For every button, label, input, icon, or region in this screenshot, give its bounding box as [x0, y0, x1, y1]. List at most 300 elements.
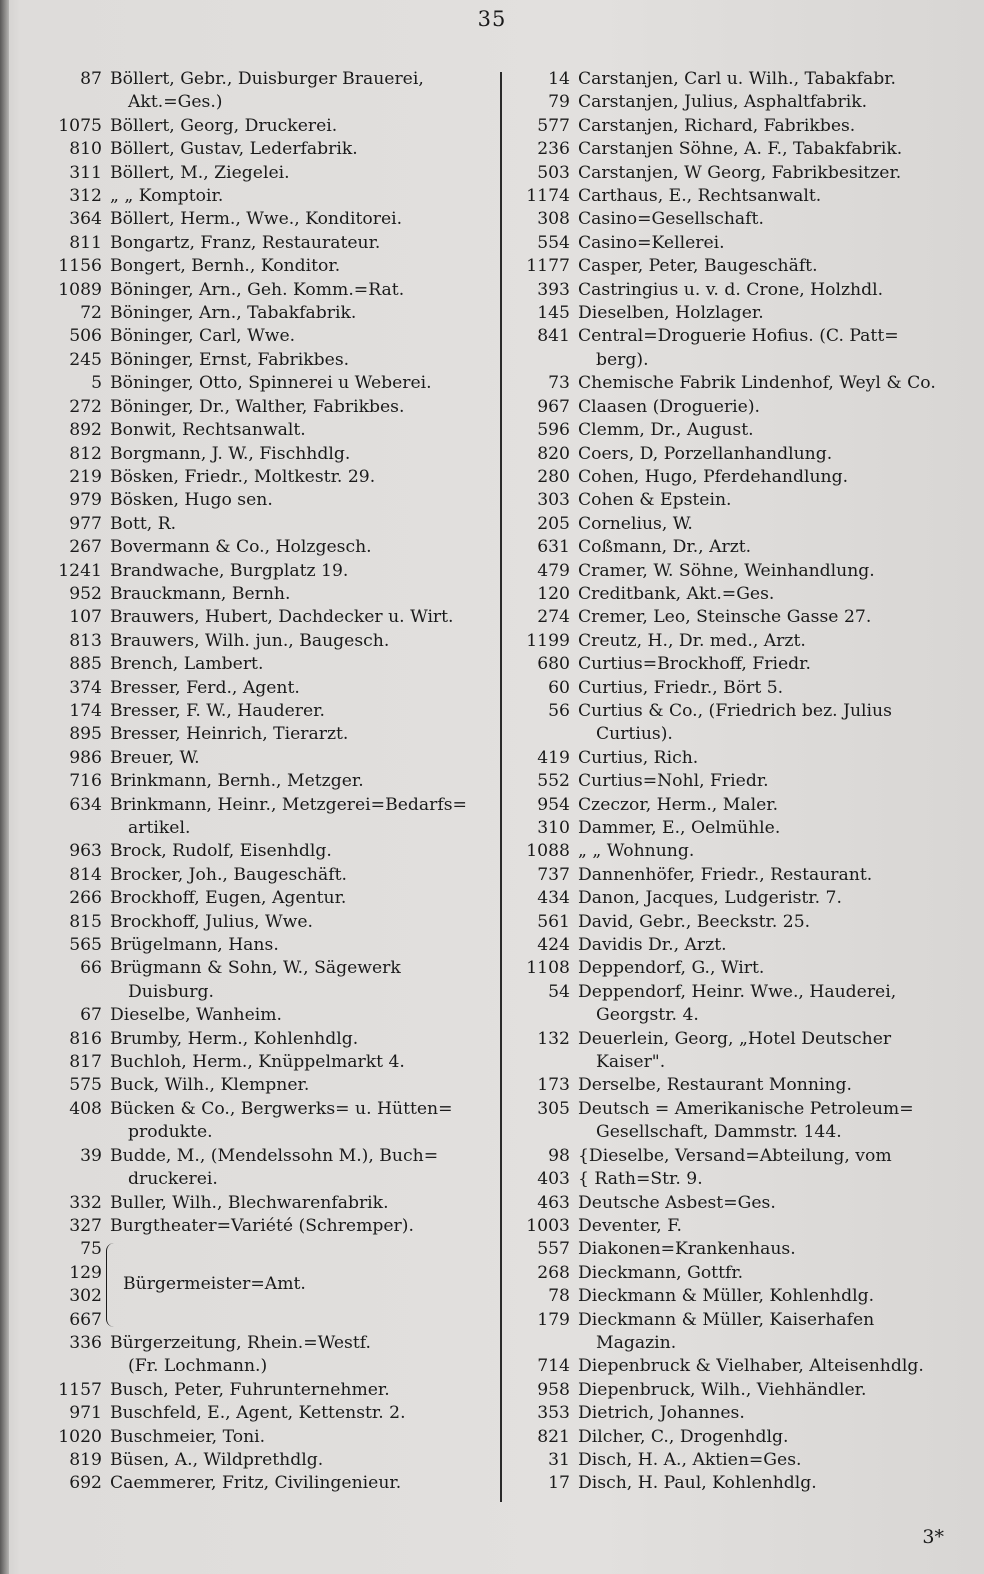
- directory-entry: [40, 1098, 492, 1121]
- phone-number: 821: [537, 1426, 570, 1447]
- page-number: 35: [477, 7, 507, 31]
- phone-number: 280: [537, 466, 570, 487]
- directory-entry: [508, 560, 960, 583]
- entry-name: Akt.=Ges.): [128, 92, 223, 113]
- phone-number: 353: [537, 1403, 570, 1424]
- directory-entry: [40, 1004, 492, 1027]
- directory-entry: [508, 1238, 960, 1261]
- directory-entry: [40, 1192, 492, 1215]
- directory-entry: [40, 1355, 492, 1378]
- phone-number: 17: [548, 1473, 570, 1494]
- directory-entry: [508, 489, 960, 512]
- directory-entry: [508, 302, 960, 325]
- entry-name: Carthaus, E., Rechtsanwalt.: [578, 186, 822, 207]
- entry-name: Carstanjen, Carl u. Wilh., Tabakfabr.: [578, 69, 896, 89]
- directory-entry: [40, 443, 492, 466]
- directory-entry: [508, 443, 960, 466]
- phone-number: [508, 1051, 578, 1074]
- entry-name: Brockhoff, Eugen, Agentur.: [110, 888, 347, 909]
- entry-name: {Dieselbe, Versand=Abteilung, vom: [578, 1145, 892, 1166]
- phone-number: 173: [537, 1075, 570, 1096]
- phone-number: 120: [537, 583, 570, 604]
- phone-number: 811: [69, 232, 102, 253]
- phone-number: 986: [69, 747, 102, 768]
- entry-name: Carstanjen, Richard, Fabrikbes.: [578, 115, 856, 136]
- entry-name: Diepenbruck, Wilh., Viehhändler.: [578, 1379, 867, 1400]
- entry-name: Bovermann & Co., Holzgesch.: [110, 537, 372, 558]
- entry-name: Brinkmann, Heinr., Metzgerei=Bedarfs=: [110, 794, 467, 815]
- directory-entry: [508, 583, 960, 606]
- phone-number: 1199: [526, 630, 570, 651]
- directory-entry: [508, 630, 960, 653]
- phone-number: 14: [548, 69, 570, 89]
- entry-name: Curtius, Rich.: [578, 747, 699, 768]
- directory-entry: [508, 1004, 960, 1027]
- phone-number: 336: [69, 1332, 102, 1353]
- directory-entry: [508, 1379, 960, 1402]
- entry-name: Buchloh, Herm., Knüppelmarkt 4.: [110, 1052, 405, 1073]
- phone-number: 272: [69, 396, 102, 417]
- entry-name: Danon, Jacques, Ludgeristr. 7.: [578, 888, 842, 909]
- phone-number: [508, 349, 578, 372]
- directory-entry: [508, 255, 960, 278]
- phone-number: [508, 1121, 578, 1144]
- directory-entry: [508, 1355, 960, 1378]
- entry-name: Bresser, Heinrich, Tierarzt.: [110, 724, 349, 745]
- entry-name: Deppendorf, G., Wirt.: [578, 958, 765, 979]
- phone-number: 692: [69, 1473, 102, 1494]
- directory-entry: [40, 466, 492, 489]
- directory-entry: [508, 1028, 960, 1051]
- entry-name: Brügelmann, Hans.: [110, 935, 279, 956]
- directory-entry: [40, 255, 492, 278]
- phone-number: 716: [69, 771, 102, 792]
- directory-entry: [40, 1379, 492, 1402]
- entry-name: Böninger, Carl, Wwe.: [110, 326, 296, 347]
- entry-name: Böllert, Georg, Druckerei.: [110, 115, 338, 136]
- phone-number: 952: [69, 583, 102, 604]
- phone-number: 816: [69, 1028, 102, 1049]
- entry-name: Deutsch = Amerikanische Petroleum=: [578, 1098, 914, 1119]
- entry-name: Dietrich, Johannes.: [578, 1403, 745, 1424]
- phone-number: 737: [537, 864, 570, 885]
- entry-name: Budde, M., (Mendelssohn M.), Buch=: [110, 1145, 439, 1166]
- entry-name: Dieselben, Holzlager.: [578, 303, 764, 324]
- directory-entry: [508, 1098, 960, 1121]
- entry-name: Coßmann, Dr., Arzt.: [578, 537, 752, 558]
- phone-number: 364: [69, 209, 102, 230]
- directory-entry: [508, 840, 960, 863]
- phone-number: 1089: [58, 279, 102, 300]
- entry-name: Breuer, W.: [110, 747, 200, 768]
- phone-number: 75: [80, 1239, 102, 1260]
- phone-number: 812: [69, 443, 102, 464]
- directory-entry: [508, 606, 960, 629]
- phone-number: 667: [69, 1309, 102, 1330]
- entry-name: Dieckmann, Gottfr.: [578, 1262, 744, 1283]
- phone-number: 814: [69, 864, 102, 885]
- entry-name: artikel.: [128, 818, 191, 838]
- directory-entry: [40, 232, 492, 255]
- curly-brace: [106, 1243, 117, 1327]
- directory-entry: [508, 91, 960, 114]
- directory-entry: [508, 957, 960, 980]
- directory-entry: [40, 817, 492, 840]
- entry-name: Cornelius, W.: [578, 513, 693, 534]
- directory-entry: [40, 911, 492, 934]
- entry-name: Brumby, Herm., Kohlenhdlg.: [110, 1028, 359, 1049]
- phone-number: 813: [69, 630, 102, 651]
- directory-entry: [40, 489, 492, 512]
- directory-entry: [508, 1332, 960, 1355]
- entry-name: Cohen, Hugo, Pferdehandlung.: [578, 466, 849, 487]
- directory-entry: [508, 1472, 960, 1495]
- directory-entry: [40, 1472, 492, 1495]
- phone-number: 885: [69, 654, 102, 675]
- entry-name: Bücken & Co., Bergwerks= u. Hütten=: [110, 1098, 453, 1119]
- entry-name: Diepenbruck & Vielhaber, Alteisenhdlg.: [578, 1356, 924, 1377]
- phone-number: [40, 1168, 110, 1191]
- directory-entry: [508, 349, 960, 372]
- entry-name: Cramer, W. Söhne, Weinhandlung.: [578, 560, 875, 581]
- entry-name: Deutsche Asbest=Ges.: [578, 1192, 776, 1213]
- directory-entry: [40, 1121, 492, 1144]
- directory-entry: [508, 747, 960, 770]
- phone-number: [40, 817, 110, 840]
- directory-entry: [508, 1262, 960, 1285]
- directory-entry: [40, 934, 492, 957]
- phone-number: 79: [548, 92, 570, 113]
- phone-number: 817: [69, 1052, 102, 1073]
- directory-entry: [508, 677, 960, 700]
- phone-number: 963: [69, 841, 102, 862]
- entry-name: Brocker, Joh., Baugeschäft.: [110, 864, 347, 885]
- phone-number: 971: [69, 1403, 102, 1424]
- entry-name: „ „ Wohnung.: [578, 841, 695, 862]
- directory-entry: [40, 91, 492, 114]
- directory-entry: [508, 1051, 960, 1074]
- entry-name: (Fr. Lochmann.): [128, 1356, 268, 1377]
- entry-name: Buller, Wilh., Blechwarenfabrik.: [110, 1192, 389, 1213]
- phone-number: 219: [69, 466, 102, 487]
- entry-name: Creditbank, Akt.=Ges.: [578, 583, 775, 604]
- phone-number: 479: [537, 560, 570, 581]
- entry-name: Duisburg.: [128, 981, 214, 1002]
- phone-number: 60: [548, 677, 570, 698]
- entry-name: Magazin.: [596, 1332, 677, 1353]
- entry-name: Brock, Rudolf, Eisenhdlg.: [110, 841, 332, 862]
- directory-entry: [40, 1426, 492, 1449]
- directory-entry: [508, 1192, 960, 1215]
- phone-number: 274: [537, 607, 570, 628]
- phone-number: 561: [537, 911, 570, 932]
- entry-name: { Rath=Str. 9.: [578, 1169, 703, 1190]
- directory-entry: [508, 1168, 960, 1191]
- directory-entry: [40, 747, 492, 770]
- entry-name: Buschfeld, E., Agent, Kettenstr. 2.: [110, 1403, 406, 1424]
- directory-entry: [40, 677, 492, 700]
- entry-name: Bresser, Ferd., Agent.: [110, 677, 300, 698]
- phone-number: 958: [537, 1379, 570, 1400]
- directory-entry: [508, 396, 960, 419]
- phone-number: 434: [537, 888, 570, 909]
- entry-name: Dannenhöfer, Friedr., Restaurant.: [578, 864, 873, 885]
- entry-name: Deventer, F.: [578, 1215, 682, 1236]
- entry-name: Bösken, Friedr., Moltkestr. 29.: [110, 466, 376, 487]
- entry-name: Deuerlein, Georg, „Hotel Deutscher: [578, 1028, 892, 1049]
- directory-entry: [40, 349, 492, 372]
- directory-entry: [508, 700, 960, 723]
- phone-number: [508, 1004, 578, 1027]
- entry-name: Busch, Peter, Fuhrunternehmer.: [110, 1379, 390, 1400]
- phone-number: 129: [69, 1262, 102, 1283]
- entry-name: Davidis Dr., Arzt.: [578, 935, 727, 956]
- directory-entry: [508, 1449, 960, 1472]
- entry-name: Disch, H. A., Aktien=Ges.: [578, 1449, 802, 1470]
- phone-number: 236: [537, 139, 570, 160]
- entry-name: David, Gebr., Beeckstr. 25.: [578, 911, 811, 932]
- entry-name: Disch, H. Paul, Kohlenhdlg.: [578, 1473, 817, 1494]
- entry-name: Böninger, Arn., Tabakfabrik.: [110, 303, 357, 324]
- entry-name: Castringius u. v. d. Crone, Holzhdl.: [578, 279, 884, 300]
- phone-number: 267: [69, 537, 102, 558]
- entry-name: Böllert, M., Ziegelei.: [110, 162, 290, 183]
- directory-entry: [508, 794, 960, 817]
- directory-entry: [508, 115, 960, 138]
- directory-entry: [508, 864, 960, 887]
- phone-number: 680: [537, 654, 570, 675]
- directory-entry: [40, 1215, 492, 1238]
- phone-number: 374: [69, 677, 102, 698]
- entry-name: Coers, D, Porzellanhandlung.: [578, 443, 833, 464]
- entry-name: Casper, Peter, Baugeschäft.: [578, 256, 818, 277]
- directory-entry: [508, 887, 960, 910]
- directory-entry: [508, 325, 960, 348]
- directory-entry: [40, 138, 492, 161]
- directory-entry: [508, 279, 960, 302]
- directory-entry: [40, 372, 492, 395]
- entry-name: Brockhoff, Julius, Wwe.: [110, 911, 313, 932]
- entry-name: Clemm, Dr., August.: [578, 420, 754, 441]
- phone-number: 552: [537, 771, 570, 792]
- entry-name: berg).: [596, 349, 649, 370]
- phone-number: 174: [69, 700, 102, 721]
- entry-name: Brügmann & Sohn, W., Sägewerk: [110, 958, 401, 979]
- phone-number: 503: [537, 162, 570, 183]
- directory-entry: [40, 279, 492, 302]
- entry-name: Dammer, E., Oelmühle.: [578, 818, 781, 838]
- phone-number: [40, 981, 110, 1004]
- phone-number: 577: [537, 115, 570, 136]
- phone-number: 54: [548, 981, 570, 1002]
- entry-name: Böninger, Otto, Spinnerei u Weberei.: [110, 373, 432, 394]
- phone-number: 815: [69, 911, 102, 932]
- phone-number: [40, 91, 110, 114]
- entry-name: Caemmerer, Fritz, Civilingenieur.: [110, 1473, 402, 1494]
- phone-number: 714: [537, 1356, 570, 1377]
- entry-name: Creutz, H., Dr. med., Arzt.: [578, 630, 806, 651]
- directory-entry: [40, 1028, 492, 1051]
- phone-number: 5: [91, 373, 102, 394]
- phone-number: 56: [548, 700, 570, 721]
- directory-entry: [508, 723, 960, 746]
- directory-entry: [508, 419, 960, 442]
- entry-name: Deppendorf, Heinr. Wwe., Hauderei,: [578, 981, 897, 1002]
- brace-numbers: [40, 1238, 106, 1332]
- entry-name: Curtius=Nohl, Friedr.: [578, 771, 769, 792]
- entry-name: Bürgerzeitung, Rhein.=Westf.: [110, 1332, 371, 1353]
- entry-name: Büsen, A., Wildprethdlg.: [110, 1449, 324, 1470]
- directory-entry: [40, 887, 492, 910]
- entry-name: Dieckmann & Müller, Kohlenhdlg.: [578, 1286, 875, 1307]
- entry-name: Curtius).: [596, 724, 673, 745]
- directory-entry: [508, 68, 960, 91]
- phone-number: 463: [537, 1192, 570, 1213]
- phone-number: 266: [69, 888, 102, 909]
- directory-entry: [40, 68, 492, 91]
- directory-entry: [40, 1449, 492, 1472]
- directory-entry: [40, 700, 492, 723]
- directory-entry: [508, 1215, 960, 1238]
- directory-entry: [508, 653, 960, 676]
- directory-entry: [40, 560, 492, 583]
- directory-entry: [40, 1051, 492, 1074]
- entry-name: Brench, Lambert.: [110, 654, 264, 675]
- entry-name: Brandwache, Burgplatz 19.: [110, 560, 349, 581]
- phone-number: 895: [69, 724, 102, 745]
- phone-number: 308: [537, 209, 570, 230]
- phone-number: 631: [537, 537, 570, 558]
- entry-name: Chemische Fabrik Lindenhof, Weyl & Co.: [578, 373, 936, 394]
- directory-entry: [40, 606, 492, 629]
- directory-entry: [508, 138, 960, 161]
- entry-name: Carstanjen, Julius, Asphaltfabrik.: [578, 92, 868, 113]
- directory-entry: [40, 1145, 492, 1168]
- right-column: [508, 68, 960, 1496]
- directory-entry: [508, 1426, 960, 1449]
- phone-number: 1177: [526, 256, 570, 277]
- phone-number: 72: [80, 303, 102, 324]
- phone-number: 967: [537, 396, 570, 417]
- directory-entry: [40, 981, 492, 1004]
- phone-number: 1088: [526, 841, 570, 862]
- directory-entry: [40, 162, 492, 185]
- phone-number: 954: [537, 794, 570, 815]
- directory-entry: [40, 1074, 492, 1097]
- directory-entry: [40, 302, 492, 325]
- phone-number: 78: [548, 1286, 570, 1307]
- directory-entry: [40, 1332, 492, 1355]
- directory-entry: [508, 934, 960, 957]
- directory-entry: [508, 1121, 960, 1144]
- phone-number: [40, 1355, 110, 1378]
- entry-name: Dilcher, C., Drogenhdlg.: [578, 1426, 789, 1447]
- entry-name: Böninger, Ernst, Fabrikbes.: [110, 349, 350, 370]
- phone-number: 107: [69, 607, 102, 628]
- entry-name: Gesellschaft, Dammstr. 144.: [596, 1122, 842, 1143]
- entry-name: Borgmann, J. W., Fischhdlg.: [110, 443, 351, 464]
- phone-number: 39: [80, 1145, 102, 1166]
- phone-number: [508, 1332, 578, 1355]
- phone-number: 145: [537, 303, 570, 324]
- directory-entry: [40, 115, 492, 138]
- entry-name: Casino=Gesellschaft.: [578, 209, 764, 230]
- directory-entry: [508, 770, 960, 793]
- phone-number: 419: [537, 747, 570, 768]
- phone-number: 575: [69, 1075, 102, 1096]
- entry-name: Curtius, Friedr., Bört 5.: [578, 677, 784, 698]
- directory-entry: [508, 162, 960, 185]
- phone-number: 554: [537, 232, 570, 253]
- entry-name: Bürgermeister=Amt.: [123, 1274, 306, 1295]
- phone-number: 87: [80, 69, 102, 89]
- entry-name: Diakonen=Krankenhaus.: [578, 1239, 796, 1260]
- phone-number: 977: [69, 513, 102, 534]
- directory-entry: [508, 1402, 960, 1425]
- page-binding-edge: [0, 0, 9, 1574]
- entry-name: Central=Droguerie Hofius. (C. Patt=: [578, 326, 899, 347]
- phone-number: 393: [537, 279, 570, 300]
- entry-name: Buschmeier, Toni.: [110, 1426, 266, 1447]
- phone-number: 565: [69, 935, 102, 956]
- entry-name: Böllert, Gebr., Duisburger Brauerei,: [110, 69, 424, 89]
- entry-name: produkte.: [128, 1122, 213, 1143]
- phone-number: 819: [69, 1449, 102, 1470]
- phone-number: 557: [537, 1239, 570, 1260]
- phone-number: 179: [537, 1309, 570, 1330]
- signature-mark: 3*: [922, 1526, 944, 1548]
- phone-number: 841: [537, 326, 570, 347]
- directory-entry: [40, 513, 492, 536]
- phone-number: 98: [548, 1145, 570, 1166]
- entry-name: Cremer, Leo, Steinsche Gasse 27.: [578, 607, 872, 628]
- phone-number: 67: [80, 1005, 102, 1026]
- entry-name: Bongartz, Franz, Restaurateur.: [110, 232, 381, 253]
- entry-name: Casino=Kellerei.: [578, 232, 725, 253]
- entry-name: Buck, Wilh., Klempner.: [110, 1075, 310, 1096]
- directory-entry: [40, 1168, 492, 1191]
- phone-number: 634: [69, 794, 102, 815]
- entry-name: Böninger, Arn., Geh. Komm.=Rat.: [110, 279, 405, 300]
- phone-number: 305: [537, 1098, 570, 1119]
- directory-entry: [40, 723, 492, 746]
- directory-entry: [508, 208, 960, 231]
- directory-entry: [508, 817, 960, 840]
- phone-number: 979: [69, 490, 102, 511]
- directory-entry: [40, 770, 492, 793]
- entry-name: Dieselbe, Wanheim.: [110, 1005, 283, 1026]
- directory-entry: [508, 1309, 960, 1332]
- entry-name: Bongert, Bernh., Konditor.: [110, 256, 341, 277]
- entry-name: Dieckmann & Müller, Kaiserhafen: [578, 1309, 875, 1330]
- phone-number: 332: [69, 1192, 102, 1213]
- directory-entry: [508, 372, 960, 395]
- directory-entry: [40, 419, 492, 442]
- entry-name: Böninger, Dr., Walther, Fabrikbes.: [110, 396, 405, 417]
- entry-name: Böllert, Gustav, Lederfabrik.: [110, 139, 358, 160]
- entry-name: druckerei.: [128, 1169, 218, 1190]
- entry-name: Curtius=Brockhoff, Friedr.: [578, 654, 811, 675]
- phone-number: [508, 723, 578, 746]
- phone-number: 424: [537, 935, 570, 956]
- phone-number: 310: [537, 818, 570, 838]
- phone-number: 303: [537, 490, 570, 511]
- entry-name: „ „ Komptoir.: [110, 186, 224, 207]
- phone-number: 1156: [58, 256, 102, 277]
- entry-name: Brinkmann, Bernh., Metzger.: [110, 771, 364, 792]
- entry-name: Burgtheater=Variété (Schremper).: [110, 1215, 414, 1236]
- phone-number: 1020: [58, 1426, 102, 1447]
